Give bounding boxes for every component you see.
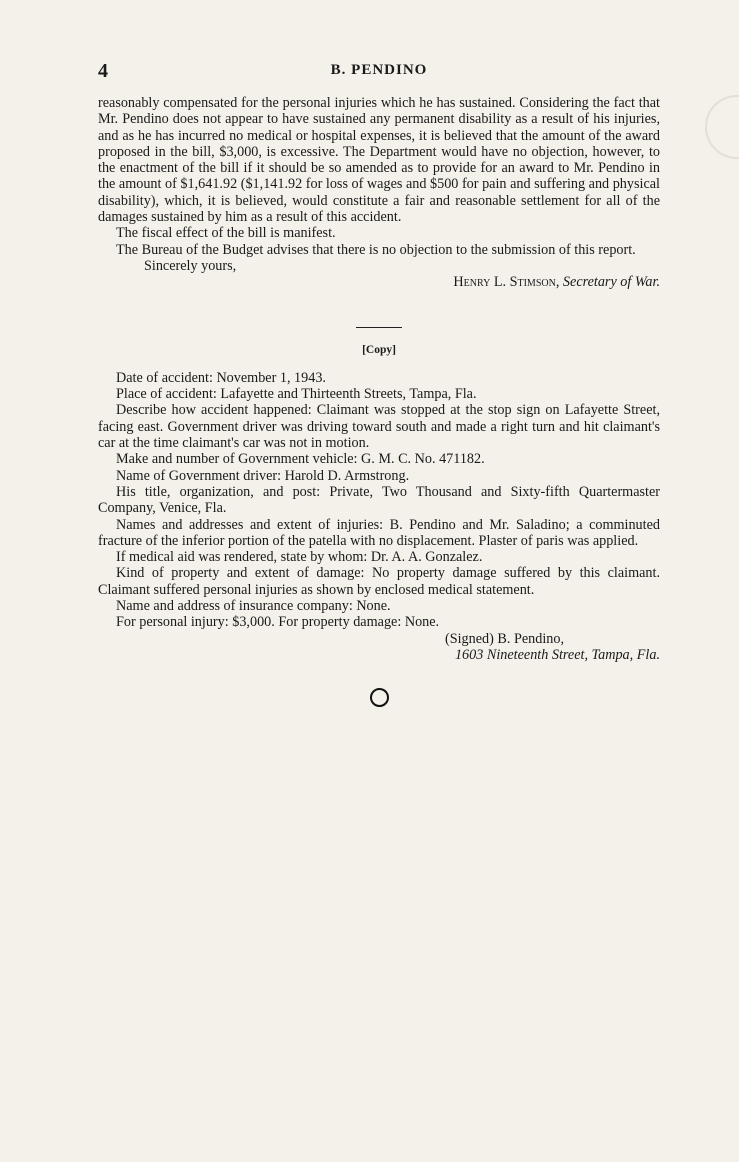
copy-insurance: Name and address of insurance company: None. xyxy=(116,598,391,615)
end-circle-mark xyxy=(370,688,389,707)
letter-closing: Sincerely yours, xyxy=(144,257,237,274)
copy-driver: Name of Government driver: Harold D. Armstrong. xyxy=(116,467,410,484)
page-number: 4 xyxy=(98,60,108,82)
section-divider xyxy=(356,327,402,328)
letter-paragraph-3: The Bureau of the Budget advises that there is no objection to the submission of this report. xyxy=(116,241,636,258)
copy-describe: Describe how accident happened: Claimant was stopped at the stop sign on Lafayette Street, facing east. Government driver was driving toward south and made a right turn and hit claimant's car at the time claimant's car was not in motion. xyxy=(98,402,660,452)
copy-amounts: For personal injury: $3,000. For property damage: None. xyxy=(116,614,440,631)
running-head: B. PENDINO xyxy=(330,62,428,78)
letter-paragraph-2: The fiscal effect of the bill is manifest. xyxy=(116,225,336,242)
copy-address: 1603 Nineteenth Street, Tampa, Fla. xyxy=(454,646,660,663)
document-body xyxy=(98,95,660,663)
copy-vehicle: Make and number of Government vehicle: G. M. C. No. 471182. xyxy=(116,451,485,468)
copy-title-org: His title, organization, and post: Private, Two Thousand and Sixty-fifth Quartermaster Company, Venice, Fla. xyxy=(98,483,660,517)
faded-stamp-mark xyxy=(705,95,739,159)
signer-title: Secretary of War. xyxy=(562,274,660,291)
letter-signature xyxy=(98,274,660,290)
copy-injuries: Names and addresses and extent of injuries: B. Pendino and Mr. Saladino; a comminuted fracture of the inferior portion of the patella with no displacement. Plaster of paris was applied. xyxy=(98,516,660,549)
letter-paragraph-1: reasonably compensated for the personal injuries which he has sustained. Considering the fact that Mr. Pendino does not appear to have sustained any permanent disability as a result of his injuries, and as he has incurred no medical or hospital expenses, it is believed that the amount of the award proposed in the bill, $3,000, is excessive. The Department would have no objection, however, to the enactment of the bill if it should be so amended as to provide for an award to Mr. Pendino in the amount of $1,641.92 ($1,141.92 for loss of wages and $500 for pain and suffering and physical disability), which, it is believed, would constitute a fair and reasonable settlement for all of the damages sustained by him as a result of this accident. xyxy=(98,95,660,226)
copy-label: [Copy] xyxy=(362,343,396,356)
signer-name: Henry L. Stimson, xyxy=(453,274,560,291)
copy-signed: (Signed) B. Pendino, xyxy=(444,630,564,647)
copy-medical: If medical aid was rendered, state by whom: Dr. A. A. Gonzalez. xyxy=(116,549,483,566)
copy-place: Place of accident: Lafayette and Thirteenth Streets, Tampa, Fla. xyxy=(116,386,477,403)
page-header xyxy=(98,60,660,84)
copy-date: Date of accident: November 1, 1943. xyxy=(116,369,326,386)
copy-property: Kind of property and extent of damage: No property damage suffered by this claimant. Claimant suffered personal injuries as shown by enclosed medical statement. xyxy=(98,565,660,598)
